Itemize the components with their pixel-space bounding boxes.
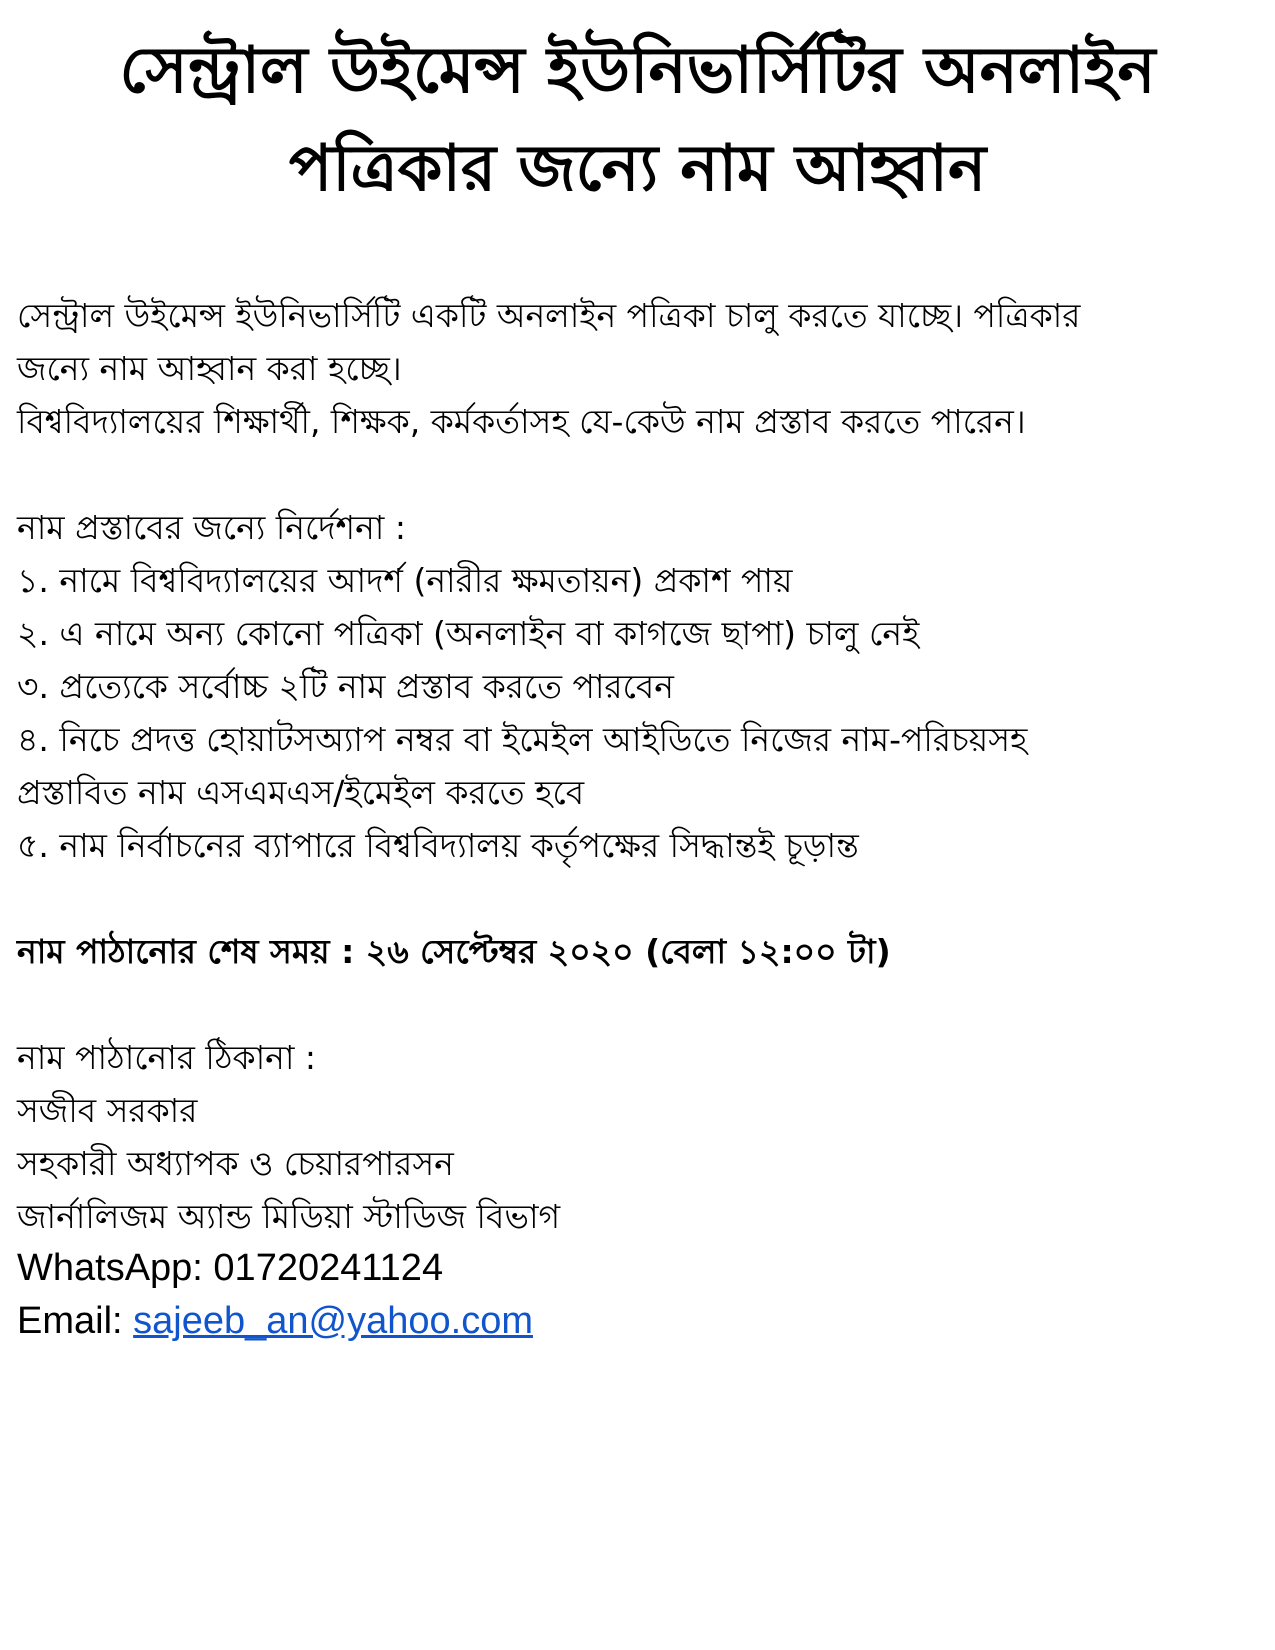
contact-designation: সহকারী অধ্যাপক ও চেয়ারপারসন <box>17 1144 454 1183</box>
guideline-item-4-line-2: প্রস্তাবিত নাম এসএমএস/ইমেইল করতে হবে <box>17 773 585 812</box>
guidelines-heading: নাম প্রস্তাবের জন্যে নির্দেশনা : <box>17 508 406 547</box>
email-label: Email: <box>17 1300 134 1342</box>
guideline-item-3: ৩. প্রত্যেকে সর্বোচ্চ ২টি নাম প্রস্তাব করতে পারবেন <box>17 667 674 706</box>
contact-heading: নাম পাঠানোর ঠিকানা : <box>17 1038 317 1077</box>
intro-line-3: বিশ্ববিদ্যালয়ের শিক্ষার্থী, শিক্ষক, কর্মকর্তাসহ যে-কেউ নাম প্রস্তাব করতে পারেন। <box>17 402 1026 441</box>
whatsapp-number: WhatsApp: 01720241124 <box>17 1247 444 1289</box>
email-row <box>17 1299 533 1343</box>
guideline-item-5: ৫. নাম নির্বাচনের ব্যাপারে বিশ্ববিদ্যালয় কর্তৃপক্ষের সিদ্ধান্তই চূড়ান্ত <box>17 826 859 865</box>
guideline-item-1: ১. নামে বিশ্ববিদ্যালয়ের আদর্শ (নারীর ক্ষমতায়ন) প্রকাশ পায় <box>17 561 793 600</box>
contact-name: সজীব সরকার <box>17 1091 198 1130</box>
intro-line-1: সেন্ট্রাল উইমেন্স ইউনিভার্সিটি একটি অনলাইন পত্রিকা চালু করতে যাচ্ছে। পত্রিকার <box>17 296 1081 335</box>
title-line-2: পত্রিকার জন্যে নাম আহ্বান <box>288 132 987 206</box>
email-link[interactable]: sajeeb_an@yahoo.com <box>133 1300 533 1342</box>
guideline-item-2: ২. এ নামে অন্য কোনো পত্রিকা (অনলাইন বা কাগজে ছাপা) চালু নেই <box>17 614 920 653</box>
intro-line-2: জন্যে নাম আহ্বান করা হচ্ছে। <box>17 349 402 388</box>
contact-department: জার্নালিজম অ্যান্ড মিডিয়া স্টাডিজ বিভাগ <box>17 1197 561 1236</box>
guideline-item-4-line-1: ৪. নিচে প্রদত্ত হোয়াটসঅ্যাপ নম্বর বা ইমেইল আইডিতে নিজের নাম-পরিচয়সহ <box>17 720 1028 759</box>
title-line-1: সেন্ট্রাল উইমেন্স ইউনিভার্সিটির অনলাইন <box>119 34 1156 108</box>
deadline: নাম পাঠানোর শেষ সময় : ২৬ সেপ্টেম্বর ২০২০ (বেলা ১২:০০ টা) <box>17 932 891 971</box>
